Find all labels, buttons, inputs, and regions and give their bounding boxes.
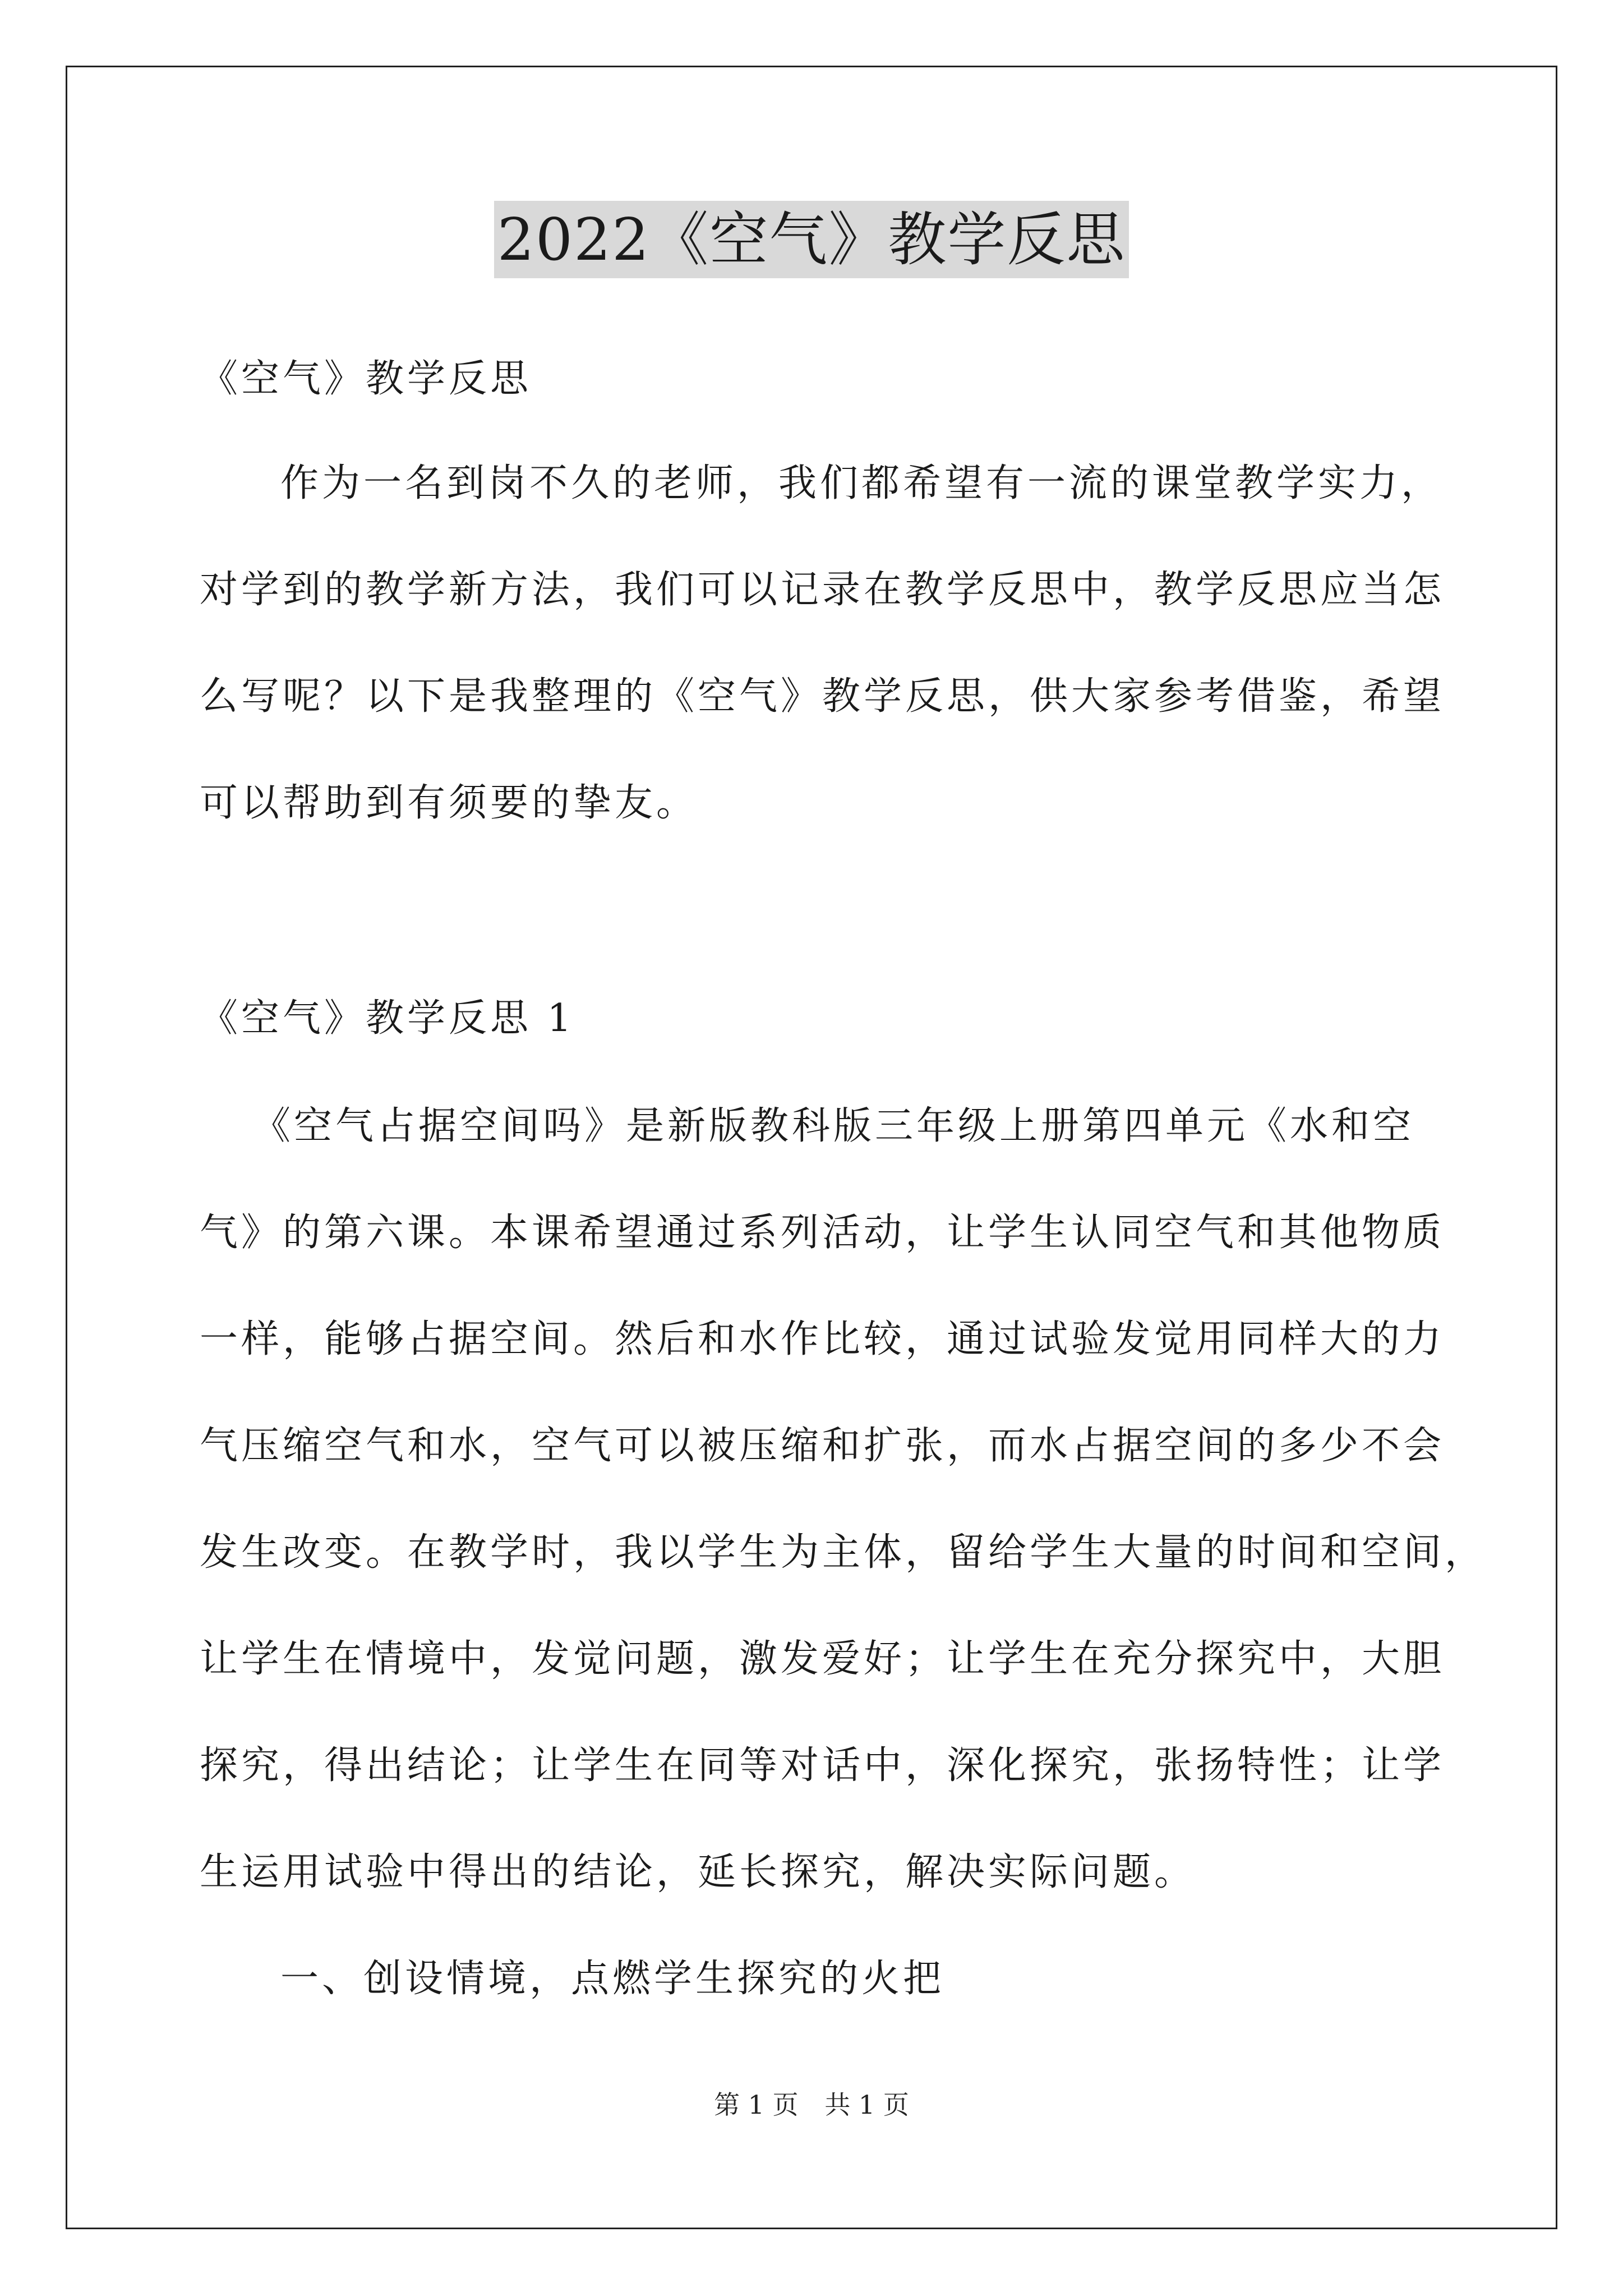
section-heading: 《空气》教学反思 1: [200, 996, 575, 1041]
page-total: 共 1 页: [824, 2090, 909, 2120]
body-line: 《空气占据空间吗》是新版教科版三年级上册第四单元《水和空: [252, 1104, 1415, 1148]
title-wrap: [0, 201, 1623, 278]
body-line: 发生改变。在教学时，我以学生为主体，留给学生大量的时间和空间，: [200, 1530, 1487, 1575]
point-heading: 一、创设情境，点燃学生探究的火把: [280, 1957, 945, 2001]
body-line: 气》的第六课。本课希望通过系列活动，让学生认同空气和其他物质: [200, 1211, 1445, 1255]
document-title: 2022《空气》教学反思: [494, 201, 1129, 278]
body-line: 气压缩空气和水，空气可以被压缩和扩张，而水占据空间的多少不会: [200, 1424, 1445, 1468]
body-line: 让学生在情境中，发觉问题，激发爱好；让学生在充分探究中，大胆: [200, 1637, 1445, 1681]
intro-line: 可以帮助到有须要的挚友。: [200, 781, 698, 825]
body-line: 生运用试验中得出的结论，延长探究，解决实际问题。: [200, 1850, 1196, 1894]
page-footer: [0, 2085, 1623, 2122]
body-line: 一样，能够占据空间。然后和水作比较，通过试验发觉用同样大的力: [200, 1317, 1445, 1361]
body-line: 探究，得出结论；让学生在同等对话中，深化探究，张扬特性；让学: [200, 1743, 1445, 1788]
intro-line: 么写呢？以下是我整理的《空气》教学反思，供大家参考借鉴，希望: [200, 674, 1445, 719]
intro-line: 对学到的教学新方法，我们可以记录在教学反思中，教学反思应当怎: [200, 568, 1445, 612]
subtitle: 《空气》教学反思: [200, 357, 532, 401]
intro-line: 作为一名到岗不久的老师，我们都希望有一流的课堂教学实力，: [280, 461, 1443, 505]
page-number: 第 1 页: [714, 2090, 799, 2120]
